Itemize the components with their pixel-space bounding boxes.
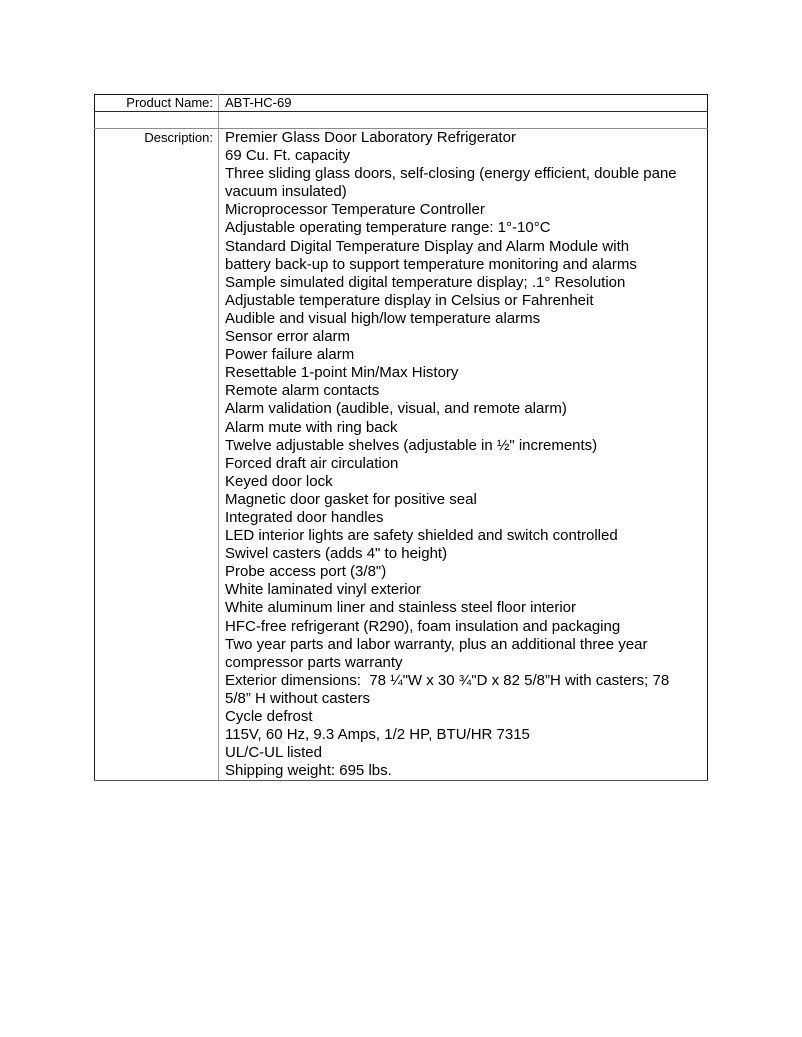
description-line: compressor parts warranty: [225, 653, 403, 671]
description-line: Premier Glass Door Laboratory Refrigerator: [225, 129, 516, 146]
description-label: Description:: [95, 129, 219, 781]
description-line: Probe access port (3/8"): [225, 563, 387, 581]
description-line: Sample simulated digital temperature display; .1° Resolution: [225, 273, 626, 291]
description-line: Twelve adjustable shelves (adjustable in ½" increments): [225, 436, 598, 454]
product-name-value: ABT-HC-69: [219, 95, 708, 112]
description-line: HFC-free refrigerant (R290), foam insulation and packaging: [225, 617, 621, 635]
description-line: Three sliding glass doors, self-closing (energy efficient, double pane: [225, 165, 677, 183]
description-line: UL/C-UL listed: [225, 744, 322, 762]
description-line: LED interior lights are safety shielded and switch controlled: [225, 527, 618, 545]
description-line: Standard Digital Temperature Display and Alarm Module with: [225, 237, 630, 255]
description-line: 115V, 60 Hz, 9.3 Amps, 1/2 HP, BTU/HR 7315: [225, 726, 530, 744]
description-line: vacuum insulated): [225, 183, 347, 201]
description-value: [219, 129, 708, 781]
description-line: Magnetic door gasket for positive seal: [225, 490, 477, 508]
description-line: Forced draft air circulation: [225, 454, 399, 472]
description-line: Two year parts and labor warranty, plus an additional three year: [225, 635, 648, 653]
description-line: Keyed door lock: [225, 472, 333, 490]
description-line: Resettable 1-point Min/Max History: [225, 364, 459, 382]
description-line: Remote alarm contacts: [225, 382, 380, 400]
description-line: Exterior dimensions: 78 ¼"W x 30 ¾"D x 82 5/8”H with casters; 78: [225, 671, 670, 689]
description-line: 5/8” H without casters: [225, 689, 371, 707]
description-list: [225, 129, 707, 780]
description-line: Adjustable temperature display in Celsius or Fahrenheit: [225, 291, 594, 309]
description-row: [95, 129, 708, 781]
blank-row: [95, 112, 708, 129]
description-line: Shipping weight: 695 lbs.: [225, 762, 392, 780]
description-line: Cycle defrost: [225, 708, 313, 725]
description-line: Sensor error alarm: [225, 328, 351, 346]
product-name-label: Product Name:: [95, 95, 219, 112]
description-line: Adjustable operating temperature range: 1°-10°C: [225, 219, 551, 237]
description-line: 69 Cu. Ft. capacity: [225, 147, 351, 165]
product-name-row: [95, 95, 708, 112]
blank-row-value: [219, 112, 708, 129]
description-line: Alarm mute with ring back: [225, 418, 398, 436]
description-line: Integrated door handles: [225, 508, 384, 526]
description-line: Alarm validation (audible, visual, and remote alarm): [225, 400, 567, 418]
description-line: Audible and visual high/low temperature alarms: [225, 309, 541, 327]
description-line: Power failure alarm: [225, 346, 355, 364]
description-line: Microprocessor Temperature Controller: [225, 201, 485, 219]
description-line: Swivel casters (adds 4" to height): [225, 545, 448, 563]
description-line: White laminated vinyl exterior: [225, 581, 421, 599]
description-line: battery back-up to support temperature monitoring and alarms: [225, 255, 637, 273]
description-line: White aluminum liner and stainless steel floor interior: [225, 599, 576, 617]
blank-row-label: [95, 112, 219, 129]
product-spec-table: [94, 94, 708, 781]
